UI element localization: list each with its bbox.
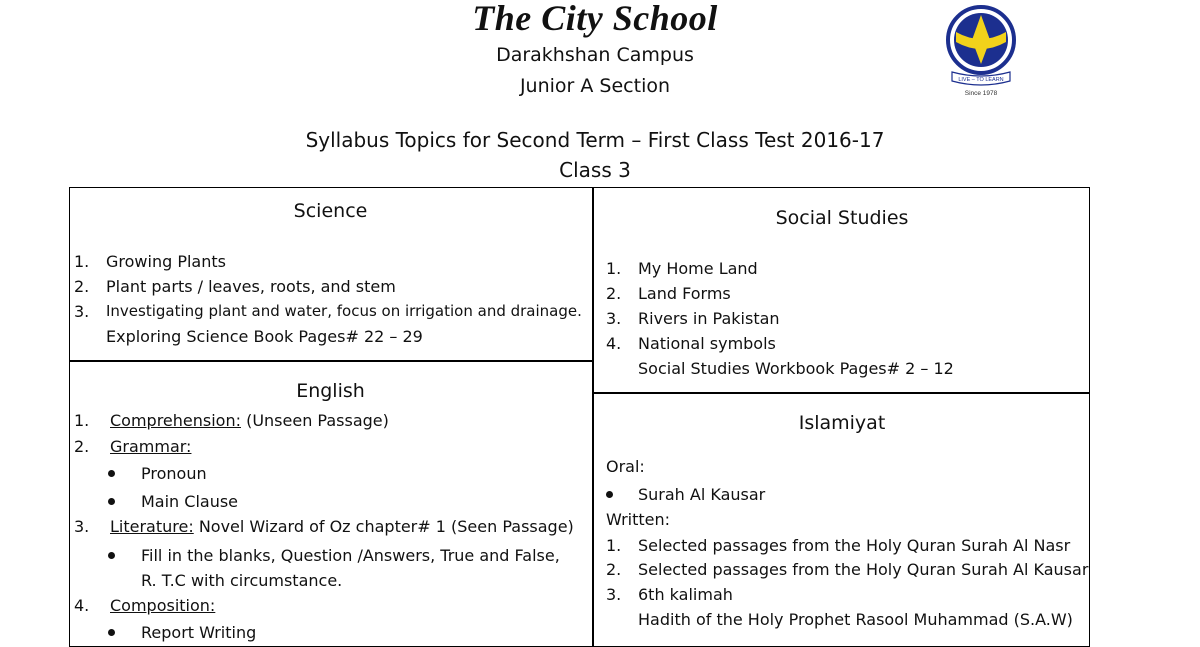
social-studies-heading: Social Studies <box>775 207 909 229</box>
logo-motto: LIVE – TO LEARN <box>958 77 1004 83</box>
list-item <box>74 434 589 459</box>
bullet-item <box>108 543 588 568</box>
bullet-text-continued: R. T.C with circumstance. <box>141 571 343 590</box>
list-number: 1. <box>74 411 90 430</box>
school-name: The City School <box>472 0 718 38</box>
literature-label: Literature: <box>110 517 194 536</box>
list-number: 2. <box>606 284 622 303</box>
bullet-icon <box>108 629 115 636</box>
campus-name: Darakhshan Campus <box>496 44 694 66</box>
list-item <box>606 256 1086 281</box>
right-row-divider <box>592 392 1090 394</box>
list-number: 1. <box>606 536 622 555</box>
list-item <box>606 582 1086 607</box>
written-label: Written: <box>606 510 671 529</box>
list-text: Plant parts / leaves, roots, and stem <box>106 277 396 296</box>
class-name: Class 3 <box>559 158 631 182</box>
list-number: 4. <box>74 596 90 615</box>
bullet-item <box>108 461 588 486</box>
bullet-text: Pronoun <box>141 464 207 483</box>
list-text: Land Forms <box>638 284 731 303</box>
list-number: 3. <box>74 517 90 536</box>
list-item <box>606 533 1086 558</box>
list-text: Growing Plants <box>106 252 226 271</box>
list-item <box>74 299 589 324</box>
oral-label: Oral: <box>606 457 645 476</box>
composition-label: Composition: <box>110 596 216 615</box>
list-number: 2. <box>74 277 90 296</box>
school-logo <box>944 2 1018 100</box>
bullet-text: Surah Al Kausar <box>638 485 766 504</box>
list-number: 3. <box>74 302 90 321</box>
english-heading: English <box>296 380 365 402</box>
list-item <box>606 306 1086 331</box>
bullet-text: Main Clause <box>141 492 239 511</box>
list-number: 2. <box>74 437 90 456</box>
list-item <box>74 408 589 433</box>
list-item <box>606 557 1089 582</box>
list-text: 6th kalimah <box>638 585 733 604</box>
list-item <box>606 281 1086 306</box>
bullet-text: Fill in the blanks, Question /Answers, True and False, <box>141 546 560 565</box>
science-book-pages: Exploring Science Book Pages# 22 – 29 <box>106 327 423 346</box>
islamiyat-heading: Islamiyat <box>798 412 886 434</box>
bullet-icon <box>108 552 115 559</box>
list-number: 1. <box>74 252 90 271</box>
list-text: Investigating plant and water, focus on irrigation and drainage. <box>106 302 582 320</box>
list-number: 2. <box>606 560 622 579</box>
list-item <box>74 593 589 618</box>
bullet-item <box>108 620 588 642</box>
section-name: Junior A Section <box>519 75 671 97</box>
list-item <box>74 249 589 274</box>
list-number: 4. <box>606 334 622 353</box>
logo-since: Since 1978 <box>964 90 998 97</box>
list-item <box>74 274 589 299</box>
bullet-icon <box>108 498 115 505</box>
bullet-item <box>108 489 588 514</box>
list-text: National symbols <box>638 334 776 353</box>
list-item <box>606 331 1086 356</box>
list-number: 3. <box>606 585 622 604</box>
bullet-text: Report Writing <box>141 623 257 642</box>
grammar-label: Grammar: <box>110 437 192 456</box>
list-text: My Home Land <box>638 259 758 278</box>
list-number: 3. <box>606 309 622 328</box>
list-number: 1. <box>606 259 622 278</box>
left-row-divider <box>69 360 592 362</box>
comprehension-label: Comprehension: <box>110 411 241 430</box>
social-workbook-pages: Social Studies Workbook Pages# 2 – 12 <box>638 359 954 378</box>
document-title: Syllabus Topics for Second Term – First Class Test 2016-17 <box>305 128 885 152</box>
list-text: Novel Wizard of Oz chapter# 1 (Seen Passage) <box>193 517 574 536</box>
bullet-icon <box>606 491 613 498</box>
bullet-icon <box>108 470 115 477</box>
list-text: (Unseen Passage) <box>241 411 389 430</box>
list-item <box>74 514 589 539</box>
science-heading: Science <box>293 200 368 222</box>
list-text: Rivers in Pakistan <box>638 309 780 328</box>
bullet-item <box>606 482 1086 507</box>
list-text: Selected passages from the Holy Quran Surah Al Kausar <box>638 560 1089 579</box>
hadith-note: Hadith of the Holy Prophet Rasool Muhammad (S.A.W) <box>638 610 1073 629</box>
list-text: Selected passages from the Holy Quran Surah Al Nasr <box>638 536 1071 555</box>
